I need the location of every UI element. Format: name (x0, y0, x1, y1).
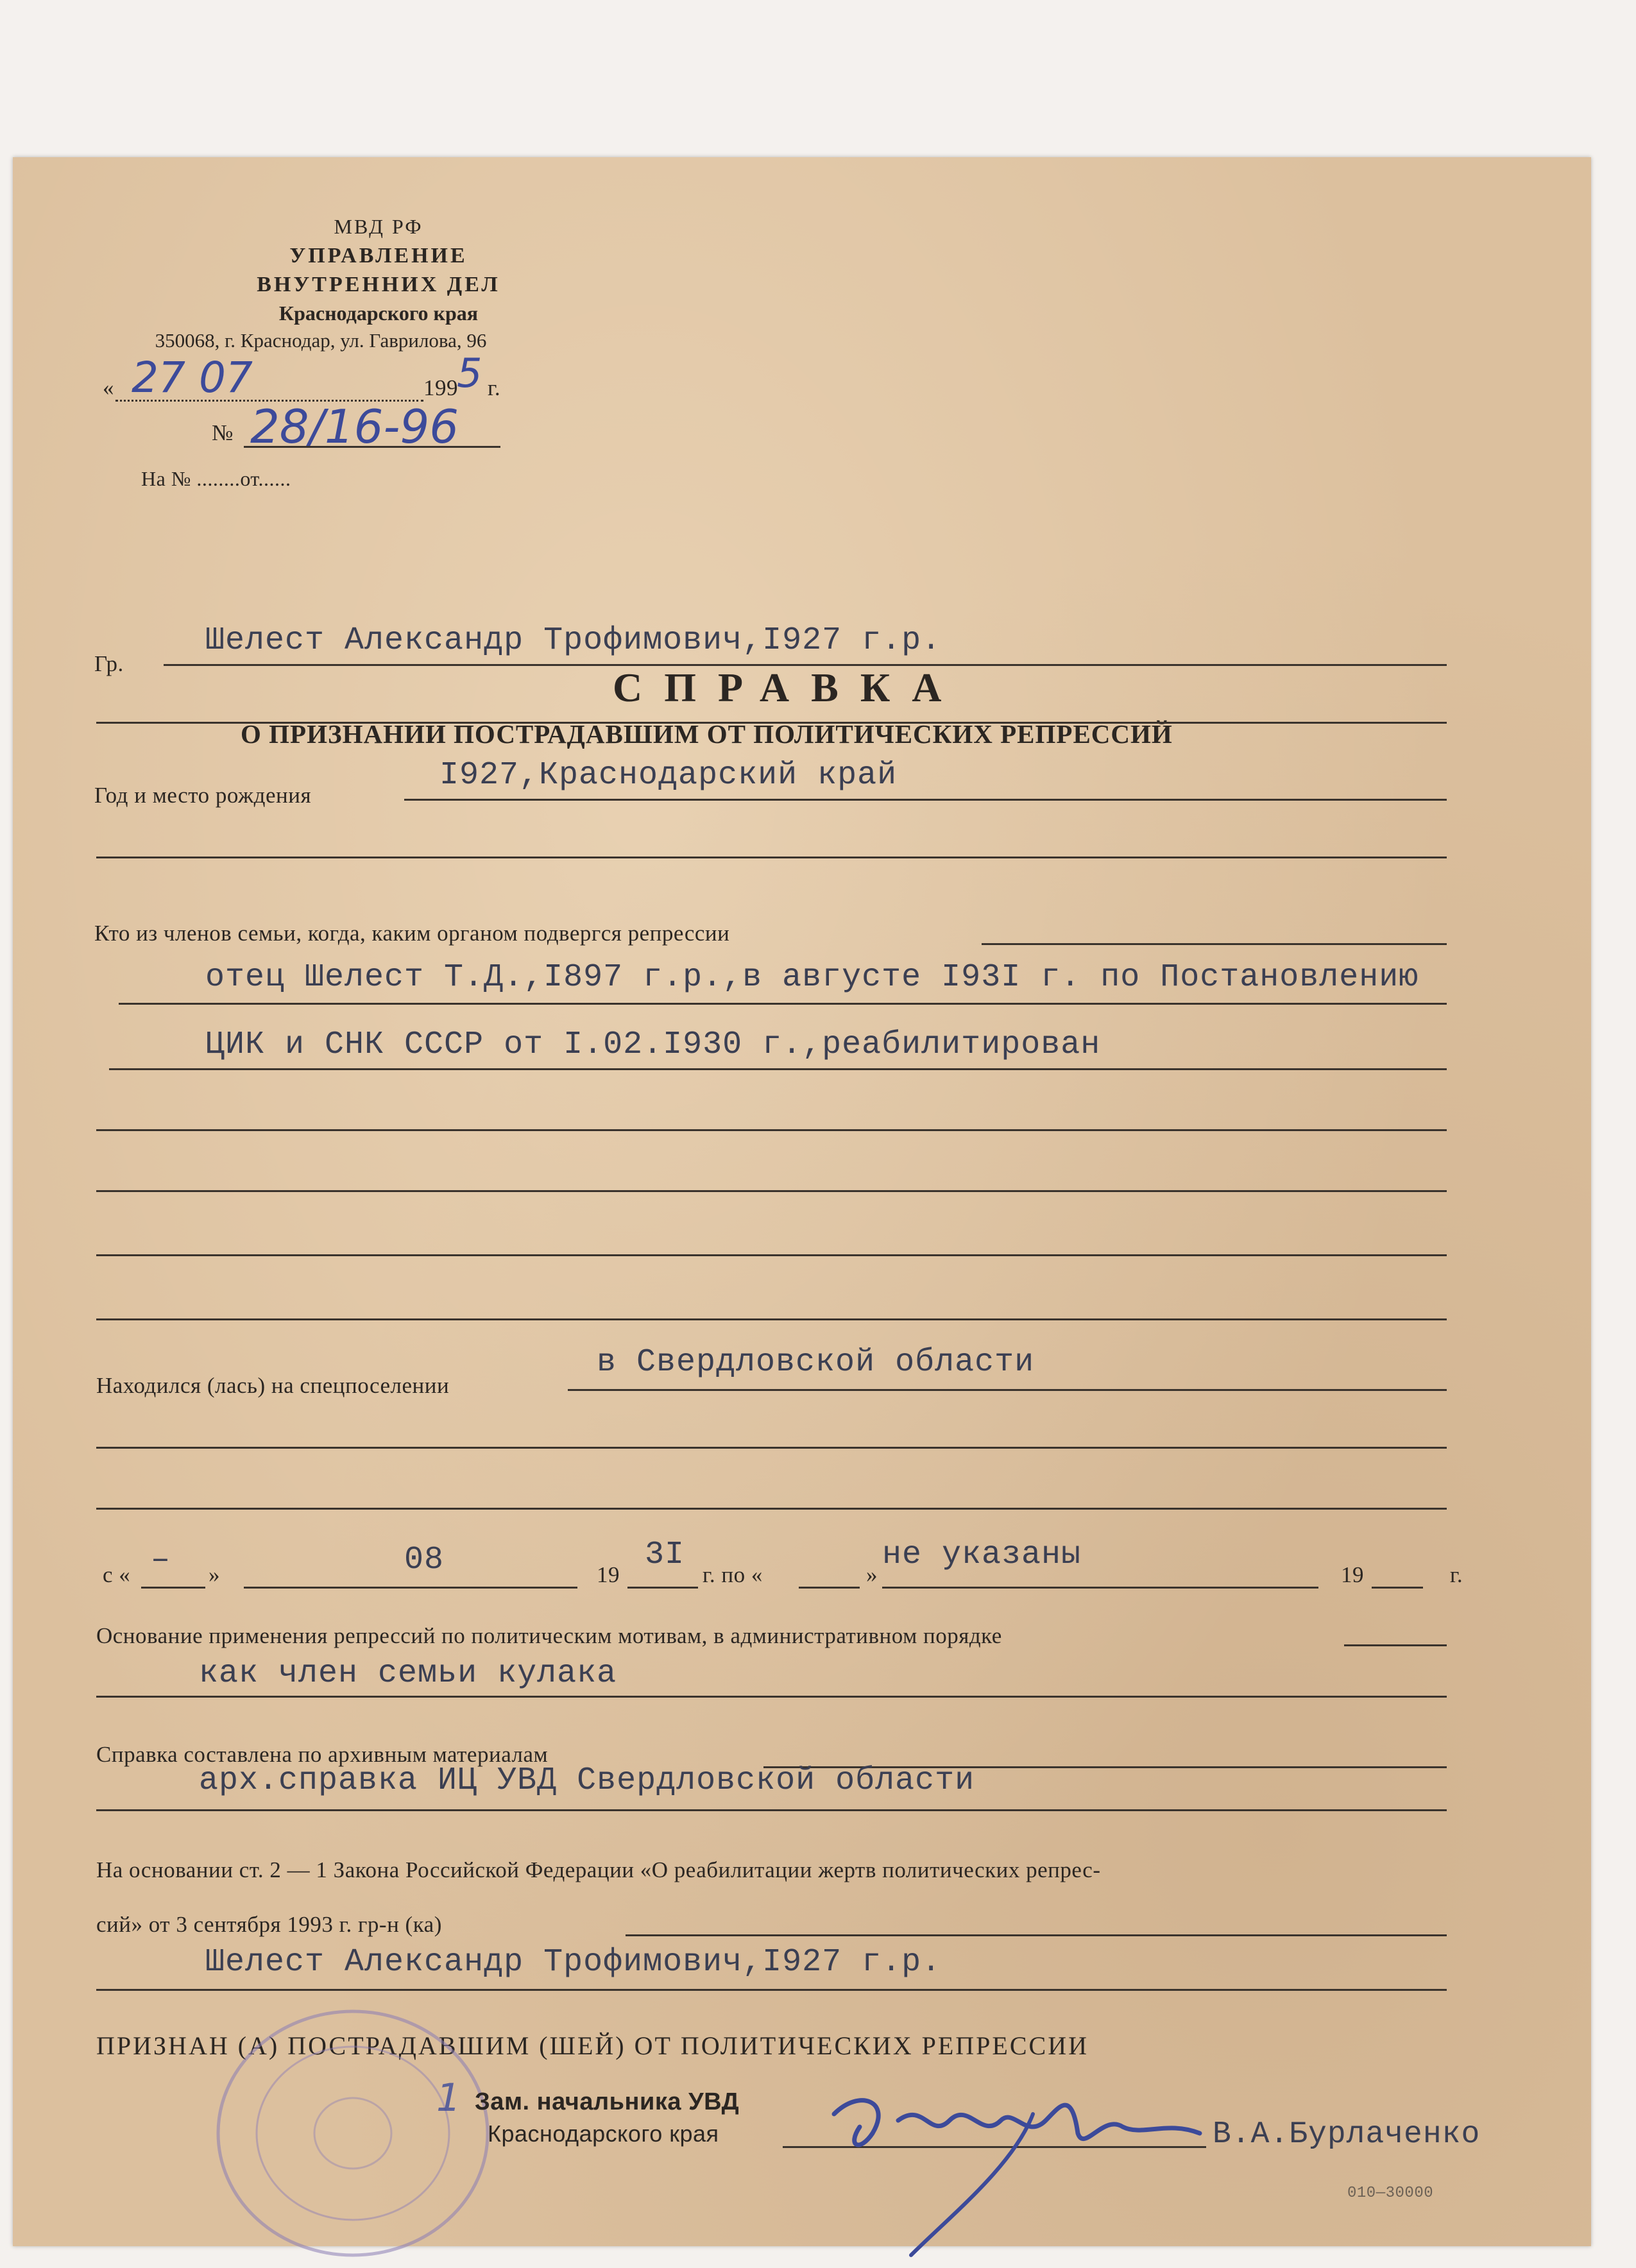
family-line-3 (96, 1129, 1447, 1131)
signer-position-1: Зам. начальника УВД (475, 2088, 740, 2115)
to-year-prefix: 19 (1341, 1562, 1364, 1587)
settlement-value: в Свердловской области (597, 1344, 1035, 1381)
source-label: Справка составлена по архивным материалам (96, 1742, 549, 1767)
official-seal (205, 1999, 500, 2268)
family-line (982, 943, 1447, 945)
family-value-1: отец Шелест Т.Д.,I897 г.р.,в августе I93I г. по Постановлению (205, 959, 1419, 996)
settlement-label: Находился (лась) на спецпоселении (96, 1373, 450, 1398)
birth-line (404, 799, 1447, 801)
source-line-2 (96, 1809, 1447, 1811)
handwritten-signature (821, 2076, 1232, 2268)
to-label: г. по « (703, 1562, 763, 1587)
citizen-line-2 (96, 722, 1447, 724)
to-month-line (882, 1587, 1318, 1589)
settlement-line (568, 1389, 1447, 1391)
from-day-line (141, 1587, 205, 1589)
document-subtitle: О ПРИЗНАНИИ ПОСТРАДАВШИМ ОТ ПОЛИТИЧЕСКИХ РЕПРЕССИЙ (241, 719, 1173, 749)
family-line-1 (119, 1003, 1447, 1005)
basis-line-2 (96, 1696, 1447, 1698)
birth-line-2 (96, 857, 1447, 858)
handwritten-date: 27 07 (132, 353, 253, 402)
from-year-line (627, 1587, 698, 1589)
basis-label: Основание применения репрессий по политическим мотивам, в административном порядке (96, 1623, 1002, 1648)
from-year: 3I (645, 1537, 685, 1573)
citizen-label: Гр. (94, 651, 124, 676)
citizen-value: Шелест Александр Трофимович,I927 г.р. (205, 622, 942, 659)
from-month: 08 (404, 1542, 445, 1578)
document-title: СПРАВКА (613, 665, 964, 710)
handwritten-number: 28/16-96 (250, 400, 459, 454)
from-day: – (151, 1542, 171, 1578)
family-label: Кто из членов семьи, когда, каким органом подвергся репрессии (94, 921, 730, 946)
signer-name: В.А.Бурлаченко (1213, 2117, 1481, 2152)
source-value: арх.справка ИЦ УВД Свердловской области (199, 1762, 975, 1799)
org-region: Краснодарского края (278, 302, 479, 325)
org-line-1: УПРАВЛЕНИЕ (289, 244, 468, 268)
number-prefix: № (212, 420, 234, 445)
org-address: 350068, г. Краснодар, ул. Гаврилова, 96 (155, 329, 487, 352)
settlement-line-3 (96, 1508, 1447, 1510)
date-year-prefix: 199 (423, 375, 458, 400)
family-value-2: ЦИК и СНК СССР от I.02.I930 г.,реабилитирован (205, 1027, 1101, 1063)
from-month-line (244, 1587, 577, 1589)
settlement-line-2 (96, 1447, 1447, 1449)
ministry-name: МВД РФ (334, 215, 423, 238)
to-day-line (799, 1587, 860, 1589)
handwritten-year: 5 (457, 350, 482, 396)
family-line-2 (109, 1068, 1447, 1070)
basis-value: как член семьи кулака (199, 1655, 617, 1692)
to-value: не указаны (882, 1537, 1082, 1573)
from-year-prefix: 19 (597, 1562, 620, 1587)
birth-value: I927,Краснодарский край (439, 757, 898, 794)
family-line-5 (96, 1254, 1447, 1256)
recognized-statement: ПРИЗНАН (А) ПОСТРАДАВШИМ (ШЕЙ) ОТ ПОЛИТИЧЕСКИХ РЕПРЕССИИ (96, 2031, 1089, 2060)
birth-label: Год и место рождения (94, 783, 312, 808)
law-line (626, 1934, 1447, 1936)
form-code: 010—30000 (1347, 2185, 1434, 2202)
from-close: » (209, 1562, 220, 1587)
rehab-line (96, 1989, 1447, 1991)
to-year-line (1372, 1587, 1423, 1589)
date-suffix: г. (488, 375, 501, 400)
document-sheet (13, 157, 1591, 2246)
date-prefix: « (103, 375, 114, 400)
signer-position-2: Краснодарского края (488, 2120, 719, 2147)
to-suffix: г. (1450, 1562, 1463, 1587)
citizen-line (164, 664, 1447, 666)
number-line (244, 446, 500, 448)
family-line-6 (96, 1318, 1447, 1320)
from-label: с « (103, 1562, 131, 1587)
seal-mark: 1 (436, 2076, 461, 2120)
rehab-value: Шелест Александр Трофимович,I927 г.р. (205, 1944, 942, 1981)
law-text-1: На основании ст. 2 — 1 Закона Российской Федерации «О реабилитации жертв политических репрес- (96, 1857, 1101, 1882)
law-text-2: сий» от 3 сентября 1993 г. гр-н (ка) (96, 1912, 442, 1937)
reply-reference: На № ........от...... (141, 467, 291, 490)
org-line-2: ВНУТРЕННИХ ДЕЛ (257, 273, 500, 296)
basis-line (1344, 1644, 1447, 1646)
family-line-4 (96, 1190, 1447, 1192)
to-close: » (866, 1562, 878, 1587)
